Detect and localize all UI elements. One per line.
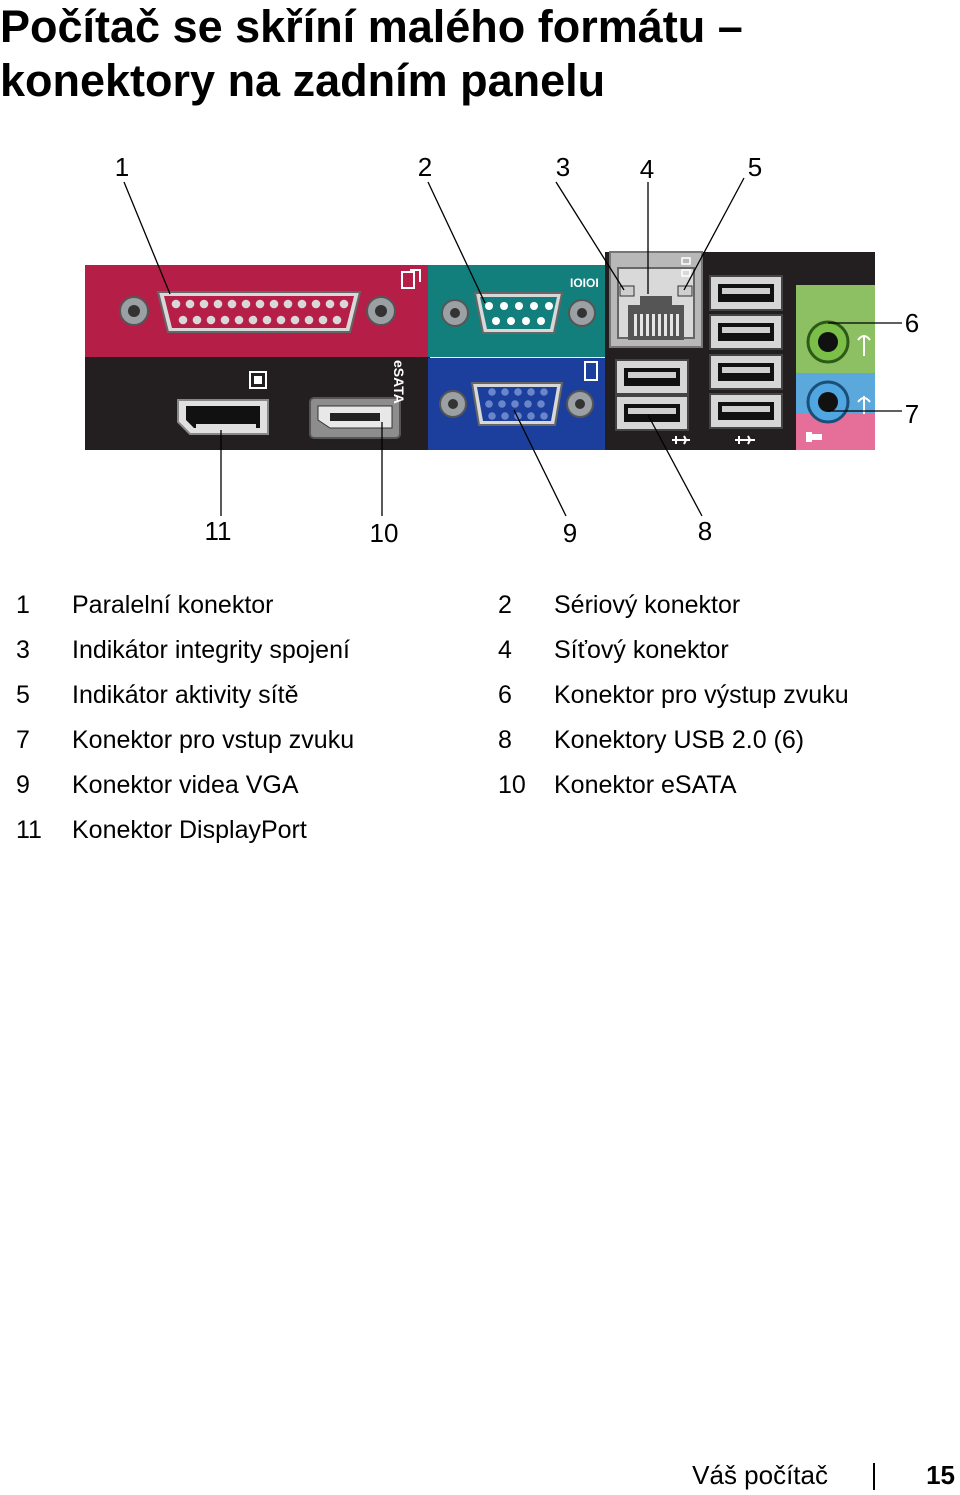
- callout-number: 9: [562, 518, 578, 548]
- legend-label: Konektor pro vstup zvuku: [72, 726, 355, 754]
- audio-in-jack: [808, 382, 848, 422]
- pin: [326, 300, 335, 309]
- esata-connector: [310, 398, 400, 438]
- pin: [228, 300, 237, 309]
- pin: [200, 300, 209, 309]
- pin: [291, 316, 300, 325]
- legend-label: Konektor DisplayPort: [72, 816, 307, 844]
- legend-number: 5: [16, 681, 30, 709]
- pin: [522, 317, 530, 325]
- callout-number: 10: [369, 518, 399, 548]
- back-panel-illustration: [0, 140, 960, 560]
- legend-number: 4: [498, 636, 512, 664]
- callout-number: 11: [204, 516, 232, 546]
- legend-label: Indikátor aktivity sítě: [72, 681, 299, 709]
- pin: [540, 388, 548, 396]
- displayport-connector: [178, 400, 268, 434]
- legend-number: 1: [16, 591, 30, 619]
- usb-port: [710, 394, 782, 428]
- pin: [527, 388, 535, 396]
- callout-number: 3: [555, 152, 571, 182]
- usb-port: [710, 276, 782, 310]
- callout-number: 6: [904, 308, 920, 338]
- pin: [530, 302, 538, 310]
- pin: [640, 314, 643, 336]
- usb-port: [616, 396, 688, 430]
- pin: [485, 302, 493, 310]
- legend-number: 10: [498, 771, 526, 799]
- pin: [485, 400, 493, 408]
- pin: [537, 317, 545, 325]
- pin: [298, 300, 307, 309]
- pin: [652, 314, 655, 336]
- pin: [186, 300, 195, 309]
- pin: [501, 388, 509, 396]
- pin: [242, 300, 251, 309]
- pin: [263, 316, 272, 325]
- pin: [515, 302, 523, 310]
- legend-number: 8: [498, 726, 512, 754]
- usb-port: [616, 360, 688, 394]
- usb-port: [710, 315, 782, 349]
- callout-number: 5: [747, 152, 763, 182]
- legend-label: Sériový konektor: [554, 591, 741, 619]
- pin: [488, 388, 496, 396]
- callout-number: 1: [114, 152, 130, 182]
- pin: [488, 412, 496, 420]
- pin: [500, 302, 508, 310]
- pin: [501, 412, 509, 420]
- pin: [537, 400, 545, 408]
- legend-label: Konektor pro výstup zvuku: [554, 681, 849, 709]
- pin: [498, 400, 506, 408]
- legend-number: 6: [498, 681, 512, 709]
- page-footer: [0, 1455, 960, 1495]
- serial-icon-label: IOIOI: [570, 276, 599, 290]
- pin: [207, 316, 216, 325]
- footer-section-title: Váš počítač: [692, 1460, 828, 1490]
- pin: [340, 300, 349, 309]
- pin: [511, 400, 519, 408]
- pin: [319, 316, 328, 325]
- pin: [214, 300, 223, 309]
- pin: [193, 316, 202, 325]
- pin: [507, 317, 515, 325]
- page-title-line-2: konektory na zadním panelu: [0, 55, 606, 106]
- pin: [284, 300, 293, 309]
- callout-number: 8: [697, 516, 713, 546]
- legend-number: 11: [16, 816, 42, 844]
- pin: [172, 300, 181, 309]
- legend-label: Konektor videa VGA: [72, 771, 299, 799]
- network-connector: [610, 252, 702, 347]
- esata-panel-label: eSATA: [391, 360, 407, 404]
- legend-number: 9: [16, 771, 30, 799]
- pin: [540, 412, 548, 420]
- pin: [333, 316, 342, 325]
- usb-port: [710, 355, 782, 389]
- pin: [634, 314, 637, 336]
- pin: [492, 317, 500, 325]
- legend-label: Konektory USB 2.0 (6): [554, 726, 805, 754]
- pin: [658, 314, 661, 336]
- legend-label: Síťový konektor: [554, 636, 729, 664]
- pin: [249, 316, 258, 325]
- audio-out-jack: [808, 322, 848, 362]
- pin: [664, 314, 667, 336]
- legend-label: Paralelní konektor: [72, 591, 274, 619]
- pin: [270, 300, 279, 309]
- page-number: 15: [926, 1460, 955, 1490]
- legend-number: 7: [16, 726, 30, 754]
- pin: [221, 316, 230, 325]
- back-panel-figure: [0, 140, 960, 560]
- pin: [524, 400, 532, 408]
- pin: [256, 300, 265, 309]
- pin: [514, 388, 522, 396]
- pin: [277, 316, 286, 325]
- pin: [670, 314, 673, 336]
- pin: [676, 314, 679, 336]
- legend-number: 3: [16, 636, 30, 664]
- callout-number: 7: [904, 399, 920, 429]
- page-title-line-1: Počítač se skříní malého formátu –: [0, 1, 743, 52]
- footer-divider: [873, 1463, 875, 1490]
- pin: [235, 316, 244, 325]
- pin: [527, 412, 535, 420]
- pin: [305, 316, 314, 325]
- legend-label: Indikátor integrity spojení: [72, 636, 350, 664]
- legend-number: 2: [498, 591, 512, 619]
- pin: [312, 300, 321, 309]
- legend-label: Konektor eSATA: [554, 771, 737, 799]
- callout-number: 4: [639, 154, 655, 184]
- page-title: [0, 0, 940, 108]
- pin: [646, 314, 649, 336]
- pin: [545, 302, 553, 310]
- callout-number: 2: [417, 152, 433, 182]
- pin: [179, 316, 188, 325]
